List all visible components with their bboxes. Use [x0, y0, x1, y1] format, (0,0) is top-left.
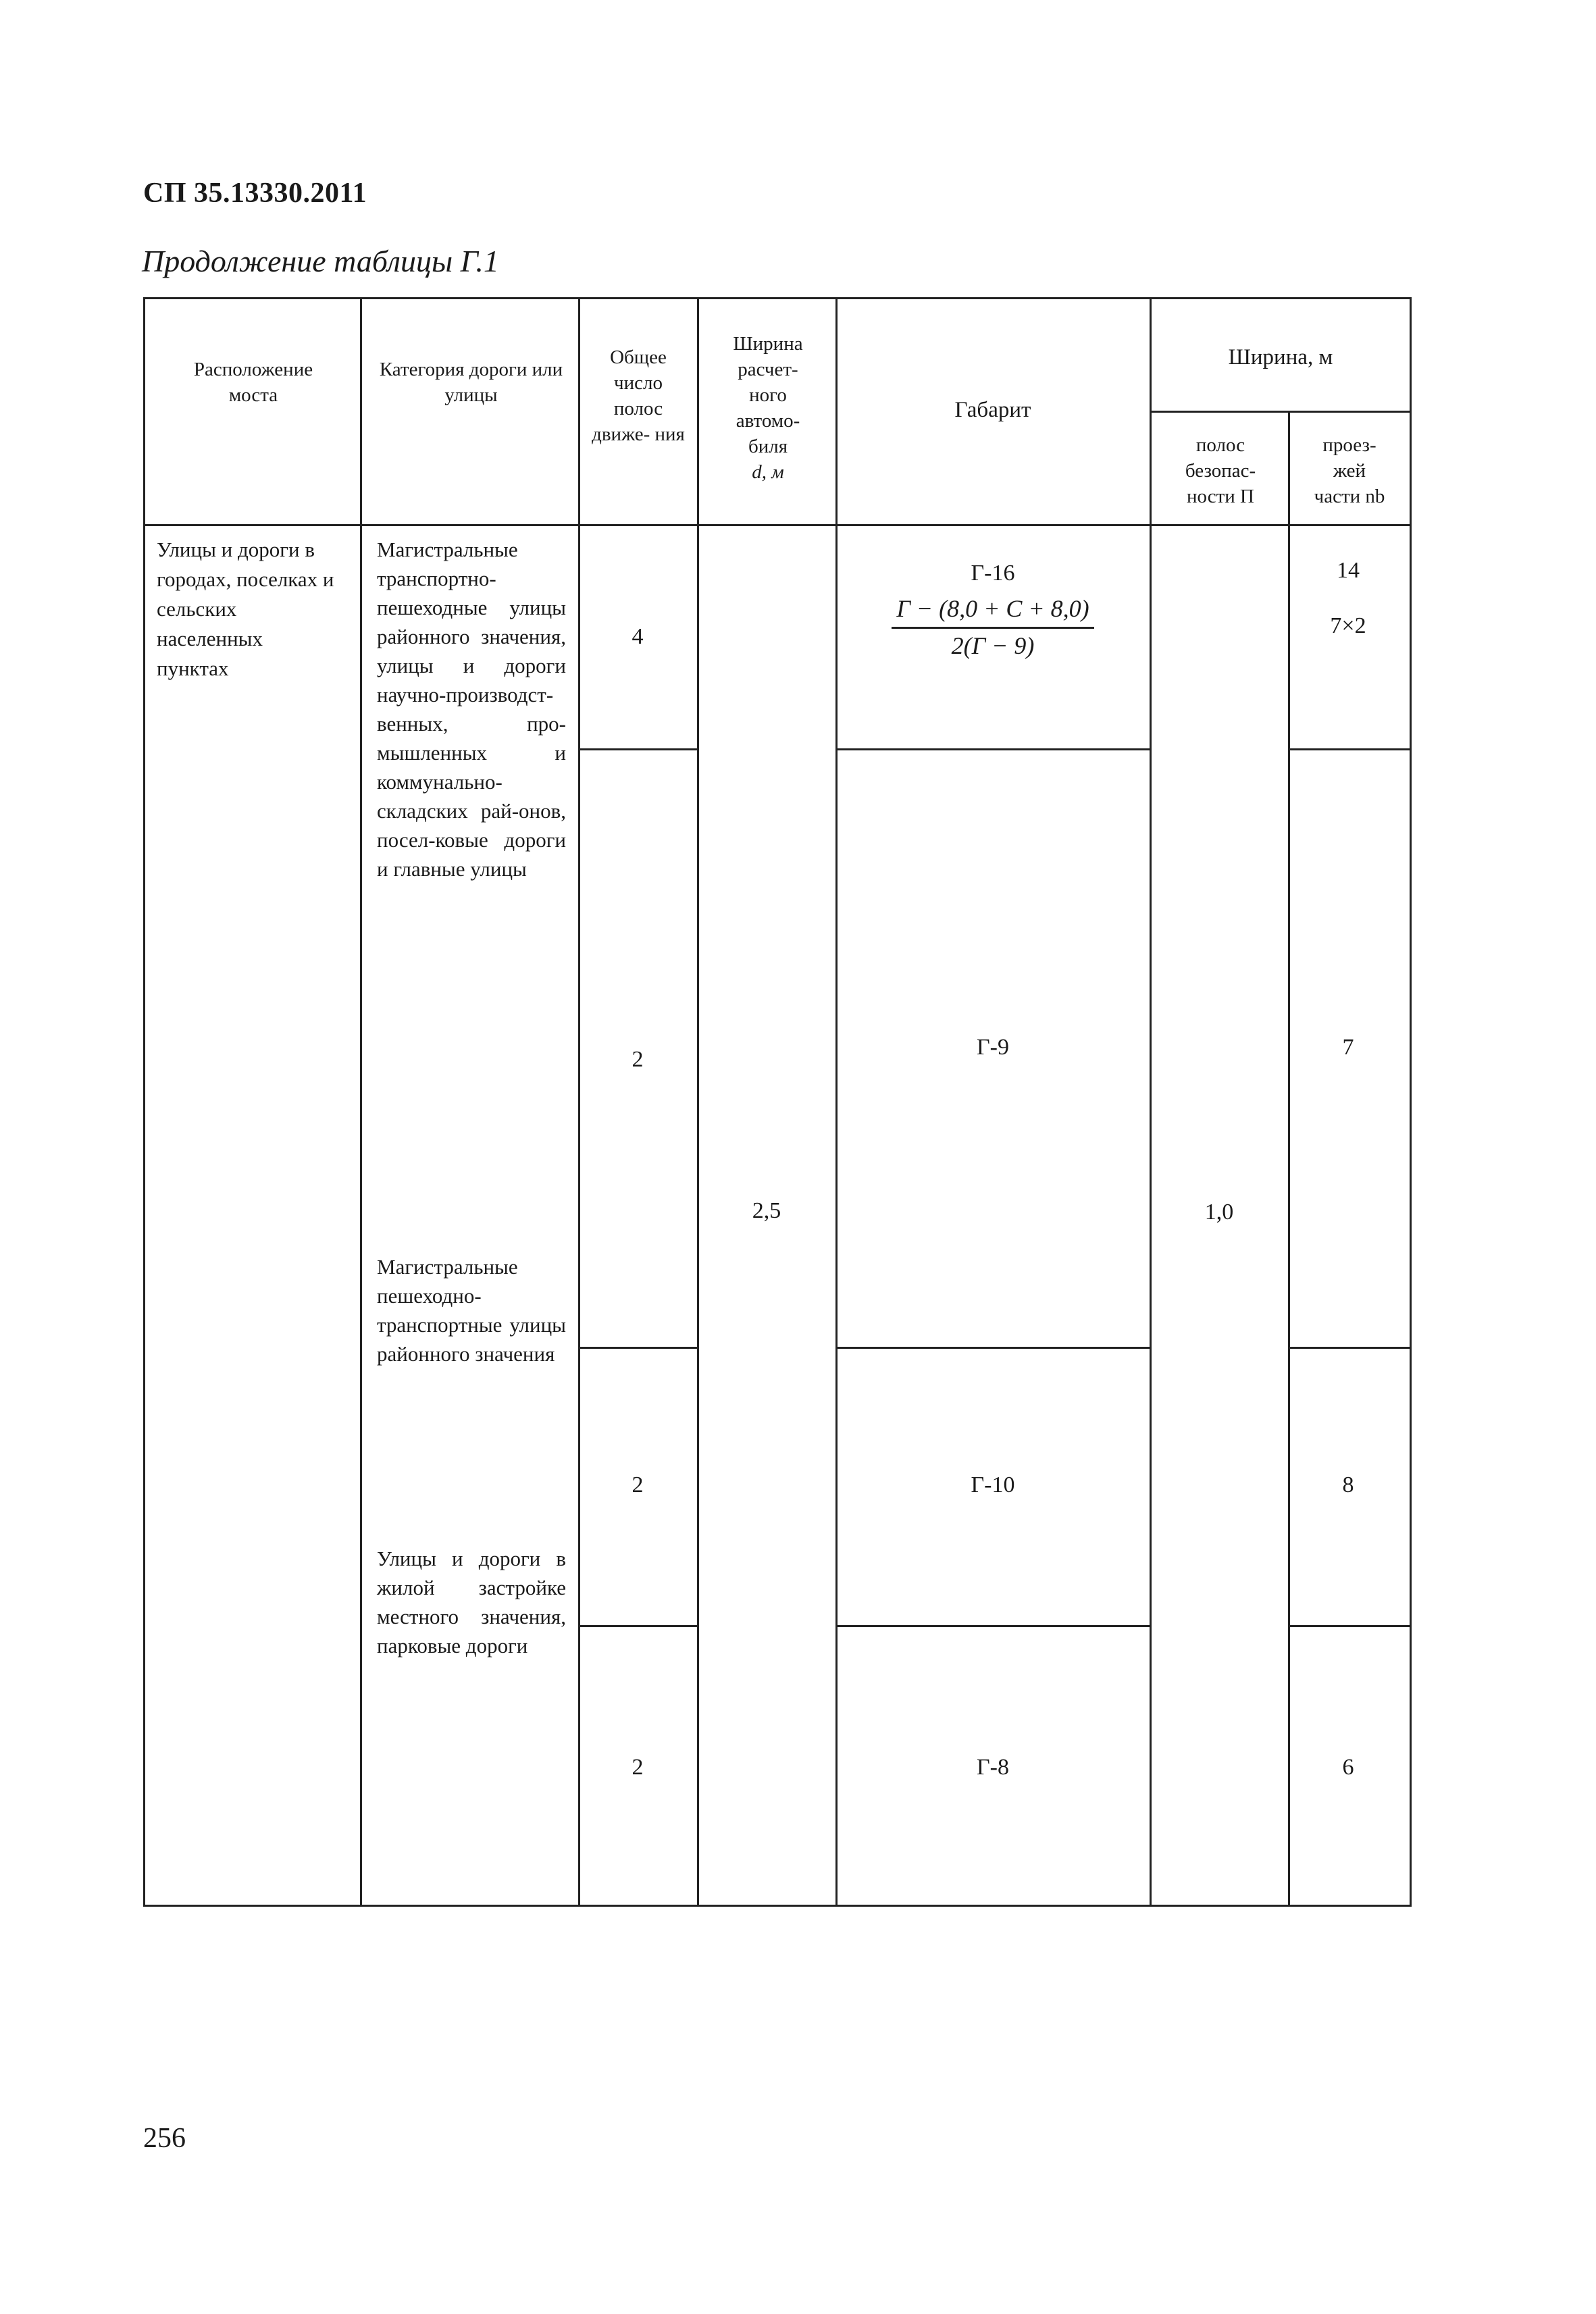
vehicle-width-unit: d, м	[752, 461, 784, 483]
vehicle-width-value: 2,5	[752, 1198, 781, 1223]
safety-line-2: безопас-	[1185, 460, 1256, 482]
roadway-line-1: проез-	[1322, 434, 1376, 456]
row2-roadway: 7	[1342, 1035, 1354, 1060]
col-divider-3	[697, 297, 699, 1907]
row4-gabarit: Г-8	[977, 1755, 1009, 1780]
row2-gabarit: Г-9	[977, 1035, 1009, 1060]
row-divider-2a	[578, 1347, 699, 1349]
row4-lanes: 2	[632, 1755, 644, 1780]
safety-line-3: ности П	[1187, 486, 1254, 507]
row-divider-2b	[835, 1347, 1152, 1349]
col-divider-4	[835, 297, 838, 1907]
table-right-border	[1410, 297, 1412, 1907]
row-divider-3b	[835, 1625, 1152, 1627]
table-left-border	[143, 297, 145, 1907]
safety-lane-value: 1,0	[1204, 1200, 1234, 1225]
table-top-border	[143, 297, 1412, 299]
row3-roadway: 8	[1342, 1472, 1354, 1497]
row4-roadway: 6	[1342, 1755, 1354, 1780]
location-cell: Улицы и дороги в городах, поселках и сельских населенных пунктах	[157, 538, 334, 680]
row-divider-2c	[1288, 1347, 1412, 1349]
vehicle-width-line-5: биля	[748, 436, 788, 457]
header-vehicle-width	[704, 331, 832, 485]
category-cell-1: Магистральные транспортно-пешеходные улицы районного значения, улицы и дороги научно-производст-венных, про-мышленных и коммунально-складских рай-онов, посел-ковые дороги и главные улицы	[377, 538, 566, 881]
row-divider-3a	[578, 1625, 699, 1627]
header-bottom-border	[143, 524, 1412, 526]
col-divider-6	[1288, 411, 1290, 1907]
formula-numerator: Г − (8,0 + С + 8,0)	[896, 595, 1089, 622]
width-group-divider	[1150, 411, 1412, 413]
vehicle-width-line-3: ного	[749, 384, 787, 406]
row-divider-1b	[835, 748, 1152, 750]
row-divider-3c	[1288, 1625, 1412, 1627]
vehicle-width-line-1: Ширина	[733, 333, 803, 355]
header-roadway	[1291, 432, 1408, 509]
col-divider-5	[1150, 297, 1152, 1907]
row1-formula	[878, 594, 1108, 660]
header-location: Расположение моста	[193, 359, 313, 406]
roadway-line-3: части nb	[1314, 486, 1385, 507]
col-divider-1	[360, 297, 362, 1907]
row2-lanes: 2	[632, 1047, 644, 1072]
header-lanes: Общее число полос движе- ния	[592, 346, 685, 445]
safety-line-1: полос	[1195, 434, 1245, 456]
table-caption: Продолжение таблицы Г.1	[142, 244, 499, 278]
header-category: Категория дороги или улицы	[379, 359, 563, 406]
row3-lanes: 2	[632, 1472, 644, 1497]
row1-gabarit: Г-16	[971, 561, 1015, 586]
page-number: 256	[143, 2123, 186, 2154]
row1-lanes: 4	[632, 624, 644, 649]
table-bottom-border	[143, 1905, 1412, 1907]
row-divider-1c	[1288, 748, 1412, 750]
row1-roadway-split: 7×2	[1330, 613, 1366, 638]
category-cell-3: Улицы и дороги в жилой застройке местного значения, парковые дороги	[377, 1547, 566, 1657]
header-safety-lanes	[1155, 432, 1286, 509]
vehicle-width-line-2: расчет-	[738, 359, 798, 380]
col-divider-2	[578, 297, 580, 1907]
header-gabarit: Габарит	[954, 398, 1031, 422]
row3-gabarit: Г-10	[971, 1472, 1015, 1497]
roadway-line-2: жей	[1333, 460, 1366, 482]
document-code: СП 35.13330.2011	[143, 178, 367, 209]
vehicle-width-line-4: автомо-	[736, 410, 800, 432]
row1-roadway: 14	[1337, 558, 1360, 583]
formula-denominator: 2(Г − 9)	[951, 632, 1035, 659]
row-divider-1a	[578, 748, 699, 750]
header-width-group: Ширина, м	[1228, 345, 1333, 369]
category-cell-2: Магистральные пешеходно-транспортные улицы районного значения	[377, 1255, 566, 1366]
